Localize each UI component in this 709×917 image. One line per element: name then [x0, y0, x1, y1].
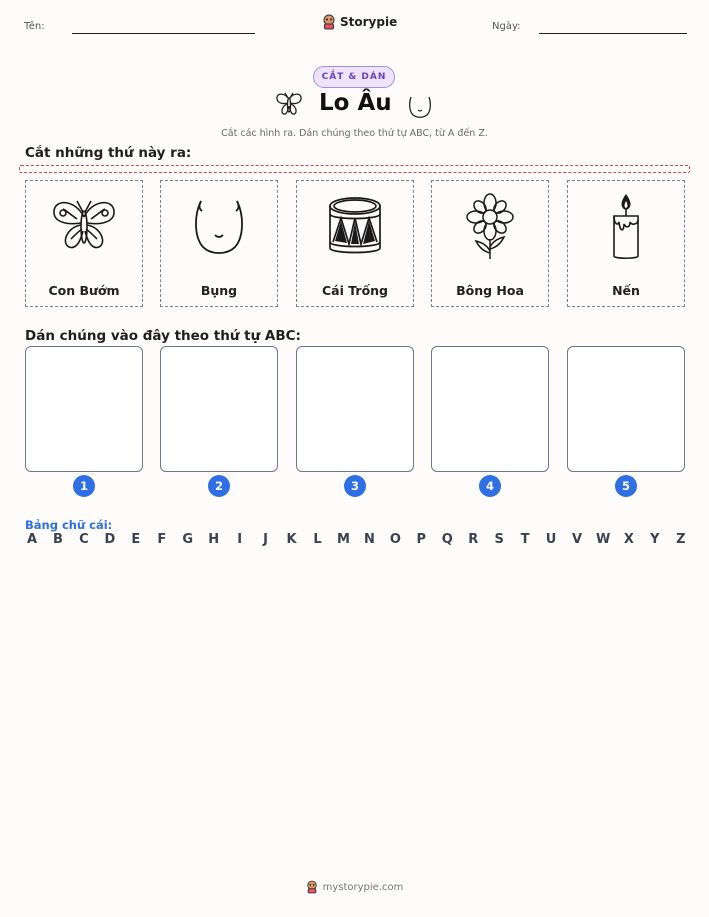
alphabet-letter: A	[26, 532, 38, 547]
belly-icon	[161, 189, 277, 265]
cut-card-drum[interactable]	[296, 180, 414, 307]
date-label: Ngày:	[492, 21, 521, 32]
alphabet-letter: G	[182, 532, 194, 547]
belly-icon	[407, 93, 433, 123]
slot-number: 3	[344, 475, 366, 497]
alphabet-letter: C	[79, 532, 89, 547]
name-label: Tên:	[24, 21, 45, 32]
alphabet-heading: Bảng chữ cái:	[25, 518, 113, 532]
alphabet-letter: B	[52, 532, 63, 547]
alphabet-letter: P	[416, 532, 427, 547]
alphabet-letter: K	[286, 532, 297, 547]
alphabet-letter: Q	[441, 532, 453, 547]
alphabet-letter: N	[363, 532, 375, 547]
alphabet-letter: V	[571, 532, 583, 547]
brand-logo	[322, 14, 397, 30]
alphabet-letter: Y	[650, 532, 660, 547]
butterfly-icon	[26, 189, 142, 265]
footer-url[interactable]: mystorypie.com	[322, 881, 404, 893]
card-label: Cái Trống	[322, 283, 388, 298]
paste-slot-1[interactable]	[25, 346, 143, 472]
cut-card-flower[interactable]	[431, 180, 549, 307]
alphabet-letter: Z	[676, 532, 686, 547]
alphabet-letter: J	[263, 532, 268, 547]
footer	[0, 880, 709, 894]
alphabet-letter: H	[208, 532, 220, 547]
slot-number: 5	[615, 475, 637, 497]
slot-number: 2	[208, 475, 230, 497]
paste-slot-5[interactable]	[567, 346, 685, 472]
card-label: Bông Hoa	[456, 283, 524, 298]
card-label: Nến	[612, 283, 640, 298]
flower-icon	[432, 189, 548, 265]
alphabet-letter: F	[157, 532, 167, 547]
slot-number: 1	[73, 475, 95, 497]
alphabet-letter: I	[237, 532, 243, 547]
activity-badge: CẮT & DÁN	[313, 66, 395, 88]
paste-slot-2[interactable]	[160, 346, 278, 472]
alphabet-letter: S	[494, 532, 504, 547]
paste-slot-3[interactable]	[296, 346, 414, 472]
card-label: Bụng	[200, 283, 238, 298]
alphabet-letter: T	[520, 532, 530, 547]
cut-card-belly[interactable]	[160, 180, 278, 307]
instructions: Cắt các hình ra. Dán chúng theo thứ tự ABC, từ A đến Z.	[221, 128, 488, 139]
slot-number: 4	[479, 475, 501, 497]
cut-card-butterfly[interactable]	[25, 180, 143, 307]
cut-card-candle[interactable]	[567, 180, 685, 307]
card-label: Con Bướm	[48, 283, 120, 298]
alphabet-letter: D	[104, 532, 116, 547]
alphabet-letter: X	[623, 532, 634, 547]
alphabet-letter: U	[545, 532, 557, 547]
alphabet-row	[25, 532, 688, 547]
candle-icon	[568, 189, 684, 265]
alphabet-letter: O	[389, 532, 401, 547]
brand-name: Storypie	[340, 15, 398, 29]
page-title: Lo Âu	[319, 90, 392, 116]
alphabet-letter: E	[131, 532, 141, 547]
alphabet-letter: W	[595, 532, 611, 547]
paste-slot-4[interactable]	[431, 346, 549, 472]
date-line[interactable]	[539, 33, 687, 34]
name-line[interactable]	[72, 33, 255, 34]
alphabet-letter: R	[468, 532, 479, 547]
paste-heading: Dán chúng vào đây theo thứ tự ABC:	[25, 328, 301, 344]
cut-line	[19, 165, 690, 173]
drum-icon	[297, 189, 413, 265]
storypie-mascot-icon	[322, 14, 336, 30]
butterfly-icon	[274, 91, 304, 123]
alphabet-letter: M	[336, 532, 350, 547]
alphabet-letter: L	[313, 532, 322, 547]
storypie-mascot-icon	[306, 880, 318, 894]
cut-heading: Cắt những thứ này ra:	[25, 145, 192, 161]
